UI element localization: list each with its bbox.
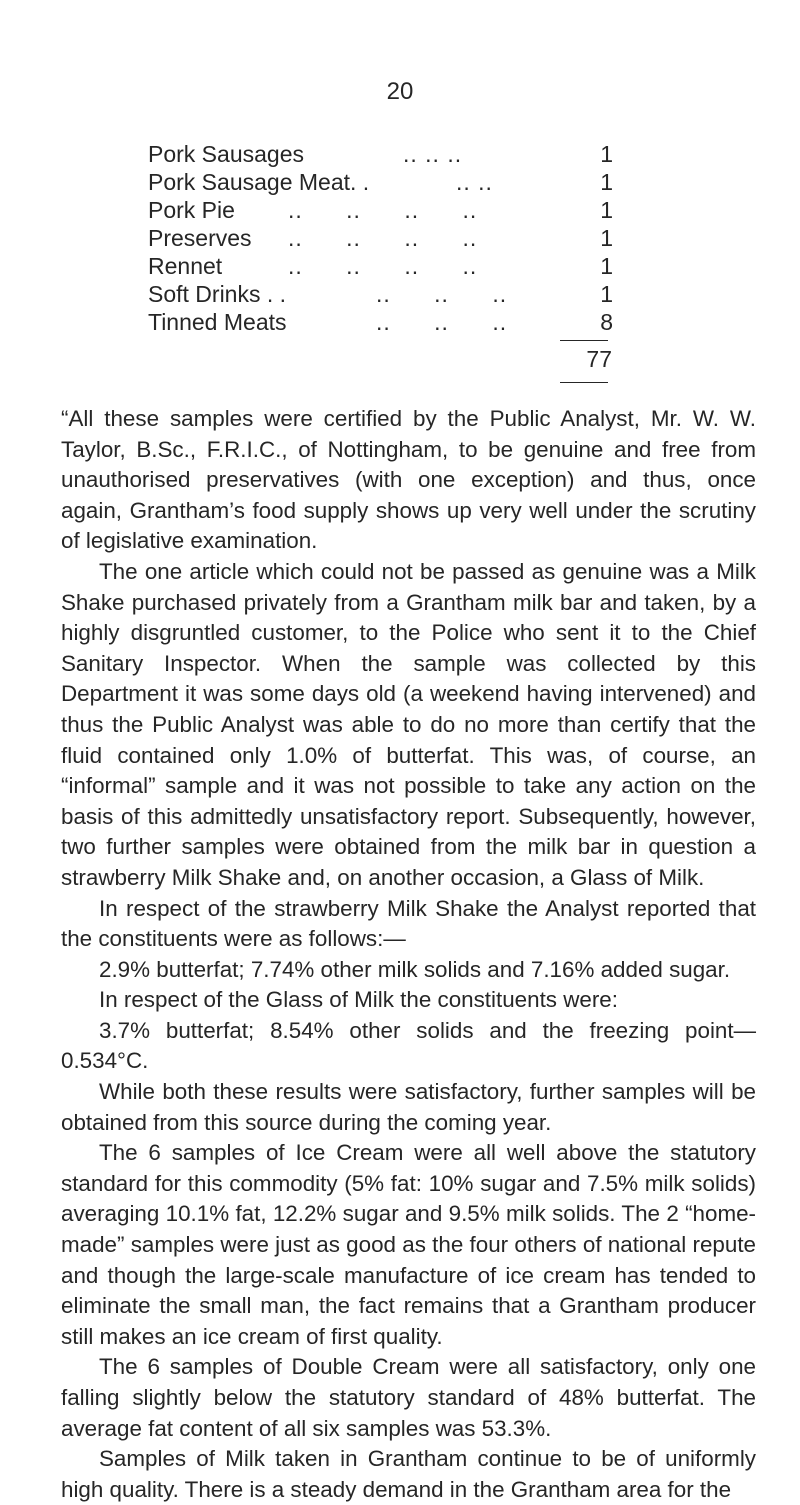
item-count: 1: [600, 281, 613, 307]
item-name: Preserves: [148, 225, 252, 251]
item-count: 1: [600, 253, 613, 279]
item-name: Rennet: [148, 253, 223, 279]
item-count: 1: [600, 225, 613, 251]
page-number: 20: [386, 78, 414, 105]
table-row: [148, 308, 613, 336]
leader-dots: .. .. .. ..: [288, 253, 478, 279]
total-count: 77: [586, 346, 612, 372]
paragraph: In respect of the Glass of Milk the constituents were:: [99, 987, 618, 1013]
paragraph: Samples of Milk taken in Grantham continue to be of uniformly high quality. There is a steady demand in the Grantham area for the: [61, 1446, 756, 1502]
item-count: 8: [600, 309, 613, 335]
item-count: 1: [600, 141, 613, 167]
paragraph: The one article which could not be passed as genuine was a Milk Shake purchased privately from a Grantham milk bar and taken, by a highly disgruntled customer, to the Police who sent it to the Chief Sanitary Inspector. When the sample was collected by this Department it was some days old (a weekend having intervened) and thus the Public Analyst was able to do no more than certify that the fluid contained only 1.0% of butterfat. This was, of course, an “informal” sample and it was not possible to take any action on the basis of this admittedly unsatisfactory report. Subsequently, however, two further samples were obtained from the milk bar in question a strawberry Milk Shake and, on another occasion, a Glass of Milk.: [61, 558, 756, 890]
item-count: 1: [600, 197, 613, 223]
paragraph: The 6 samples of Double Cream were all satisfactory, only one falling slightly below the statutory standard of 48% butterfat. The average fat content of all six samples was 53.3%.: [61, 1354, 756, 1441]
table-row: [148, 224, 613, 252]
leader-dots: .. .. ..: [376, 309, 508, 335]
paragraph: The 6 samples of Ice Cream were all well above the statutory standard for this commodity (5% fat: 10% sugar and 7.5% milk solids) averaging 10.1% fat, 12.2% sugar and 9.5% milk solids. The 2 “home-made” samples were just as good as the four others of national repute and though the large-scale manufacture of ice cream has tended to eliminate the small man, the fact remains that a Grantham producer still makes an ice cream of first quality.: [61, 1140, 756, 1349]
sample-items-table: [148, 140, 613, 336]
table-row: [148, 252, 613, 280]
leader-dots: .. .. .. ..: [288, 225, 478, 251]
leader-dots: .. .. ..: [376, 281, 508, 307]
item-name: Pork Sausages: [148, 141, 304, 167]
item-name: Pork Pie: [148, 197, 235, 223]
table-row: [148, 196, 613, 224]
table-row: [148, 280, 613, 308]
table-row: [148, 140, 613, 168]
total-rule-top: [560, 340, 608, 341]
item-name: Tinned Meats: [148, 309, 287, 335]
table-row: [148, 168, 613, 196]
paragraph: 2.9% butterfat; 7.74% other milk solids and 7.16% added sugar.: [99, 956, 731, 982]
paragraph: “All these samples were certified by the Public Analyst, Mr. W. W. Taylor, B.Sc., F.R.I.C., of Nottingham, to be genuine and free from unauthorised preservatives (with one exception) and thus, once again, Grantham’s food supply shows up very well under the scrutiny of legislative examination.: [61, 406, 756, 554]
paragraph: While both these results were satisfactory, further samples will be obtained from this source during the coming year.: [61, 1079, 756, 1135]
item-name: Pork Sausage Meat. .: [148, 169, 370, 195]
total-rule-bottom: [560, 382, 608, 383]
item-count: 1: [600, 169, 613, 195]
leader-dots: .. ..: [456, 169, 493, 195]
body-text: [61, 404, 756, 1505]
paragraph: 3.7% butterfat; 8.54% other solids and the freezing point—0.534°C.: [61, 1017, 756, 1074]
leader-dots: .. .. .. ..: [288, 197, 478, 223]
leader-dots: .. .. ..: [403, 141, 463, 167]
item-name: Soft Drinks . .: [148, 281, 287, 307]
paragraph: In respect of the strawberry Milk Shake the Analyst reported that the constituents were as follows:—: [61, 895, 756, 952]
